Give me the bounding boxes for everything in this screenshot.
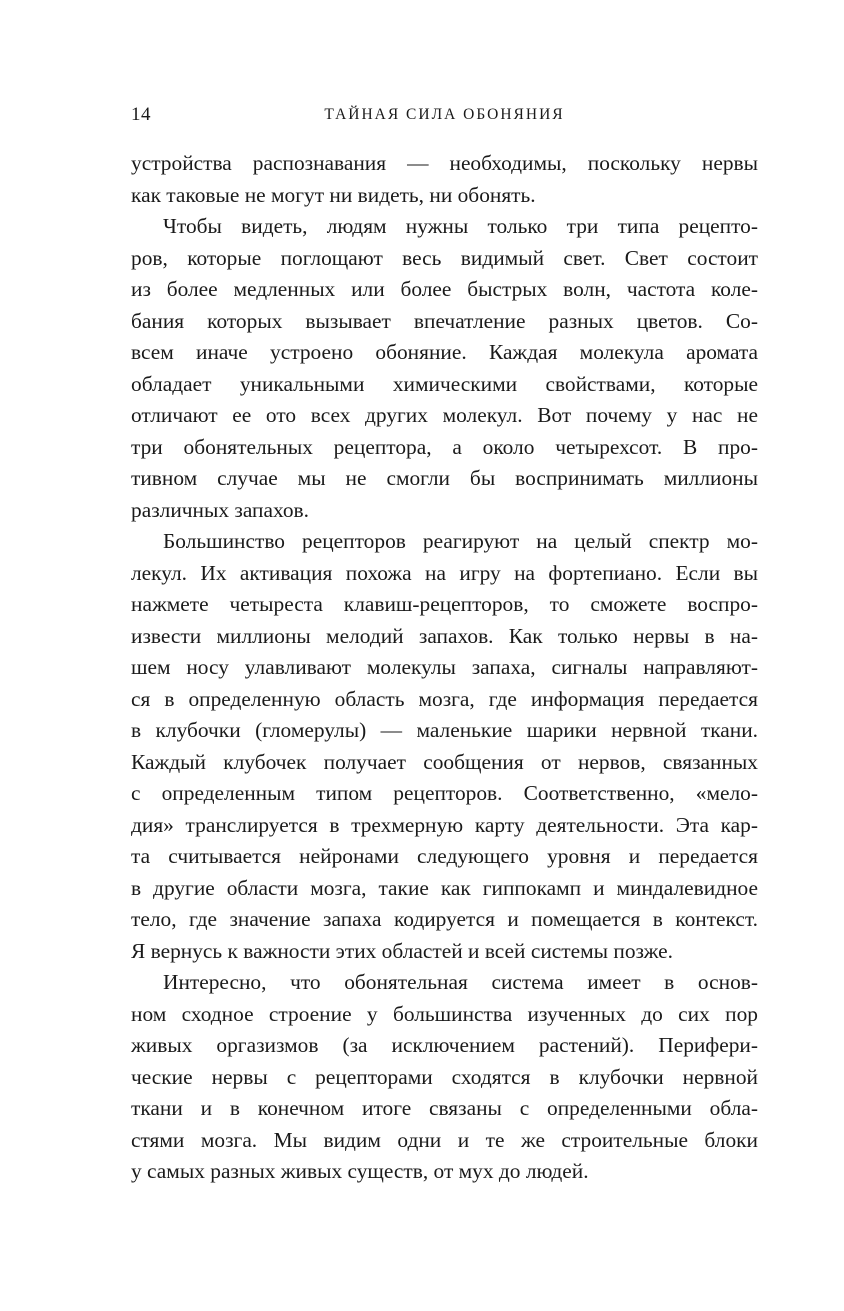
text-line: Я вернусь к важности этих областей и всей системы позже. xyxy=(131,938,673,963)
page-number: 14 xyxy=(131,104,151,125)
text-line: ся в определенную область мозга, где информация передается xyxy=(131,686,758,711)
text-line: Интересно, что обонятельная система имеет в основ- xyxy=(163,970,758,994)
text-line: три обонятельных рецептора, а около четырехсот. В про- xyxy=(131,434,758,459)
text-line: ткани и в конечном итоге связаны с определенными обла- xyxy=(131,1096,758,1120)
text-line: нажмете четыреста клавиш-рецепторов, то сможете воспро- xyxy=(131,592,758,616)
paragraph xyxy=(131,211,758,526)
text-line: с определенным типом рецепторов. Соответственно, «мело- xyxy=(131,781,758,805)
text-line: извести миллионы мелодий запахов. Как только нервы в на- xyxy=(131,623,758,648)
running-head xyxy=(131,100,758,128)
text-line: из более медленных или более быстрых волн, частота коле- xyxy=(131,277,758,301)
text-line: всем иначе устроено обоняние. Каждая молекула аромата xyxy=(131,340,758,364)
running-title: ТАЙНАЯ СИЛА ОБОНЯНИЯ xyxy=(324,106,565,123)
paragraph xyxy=(131,967,758,1188)
body-text xyxy=(131,148,758,1188)
text-line: стями мозга. Мы видим одни и те же строительные блоки xyxy=(131,1127,758,1152)
text-line: шем носу улавливают молекулы запаха, сигналы направляют- xyxy=(131,655,758,679)
text-line: обладает уникальными химическими свойствами, которые xyxy=(131,371,758,396)
text-line: в клубочки (гломерулы) — маленькие шарики нервной ткани. xyxy=(131,718,758,742)
text-line: та считывается нейронами следующего уровня и передается xyxy=(131,844,758,868)
text-line: тивном случае мы не смогли бы воспринимать миллионы xyxy=(131,466,758,490)
text-line: в другие области мозга, такие как гиппокамп и миндалевидное xyxy=(131,875,758,900)
text-line: как таковые не могут ни видеть, ни обонять. xyxy=(131,182,536,207)
paragraph xyxy=(131,148,758,211)
text-line: дия» транслируется в трехмерную карту деятельности. Эта кар- xyxy=(131,812,758,837)
text-line: отличают ее ото всех других молекул. Вот почему у нас не xyxy=(131,403,758,427)
text-line: лекул. Их активация похожа на игру на фортепиано. Если вы xyxy=(131,560,758,585)
text-line: устройства распознавания — необходимы, поскольку нервы xyxy=(131,151,758,175)
text-line: Каждый клубочек получает сообщения от нервов, связанных xyxy=(131,749,758,774)
text-line: Чтобы видеть, людям нужны только три типа рецепто- xyxy=(163,214,758,238)
text-line: различных запахов. xyxy=(131,497,310,522)
paragraph xyxy=(131,526,758,967)
text-line: у самых разных живых существ, от мух до людей. xyxy=(131,1159,589,1183)
text-line: ческие нервы с рецепторами сходятся в клубочки нервной xyxy=(131,1064,758,1089)
text-line: Большинство рецепторов реагируют на целый спектр мо- xyxy=(163,529,758,553)
text-line: ном сходное строение у большинства изученных до сих пор xyxy=(131,1001,758,1026)
text-line: живых оргазизмов (за исключением растений). Перифери- xyxy=(131,1033,758,1057)
text-line: тело, где значение запаха кодируется и помещается в контекст. xyxy=(131,907,758,931)
text-line: ров, которые поглощают весь видимый свет. Свет состоит xyxy=(131,245,758,270)
text-line: бания которых вызывает впечатление разных цветов. Со- xyxy=(131,308,758,333)
